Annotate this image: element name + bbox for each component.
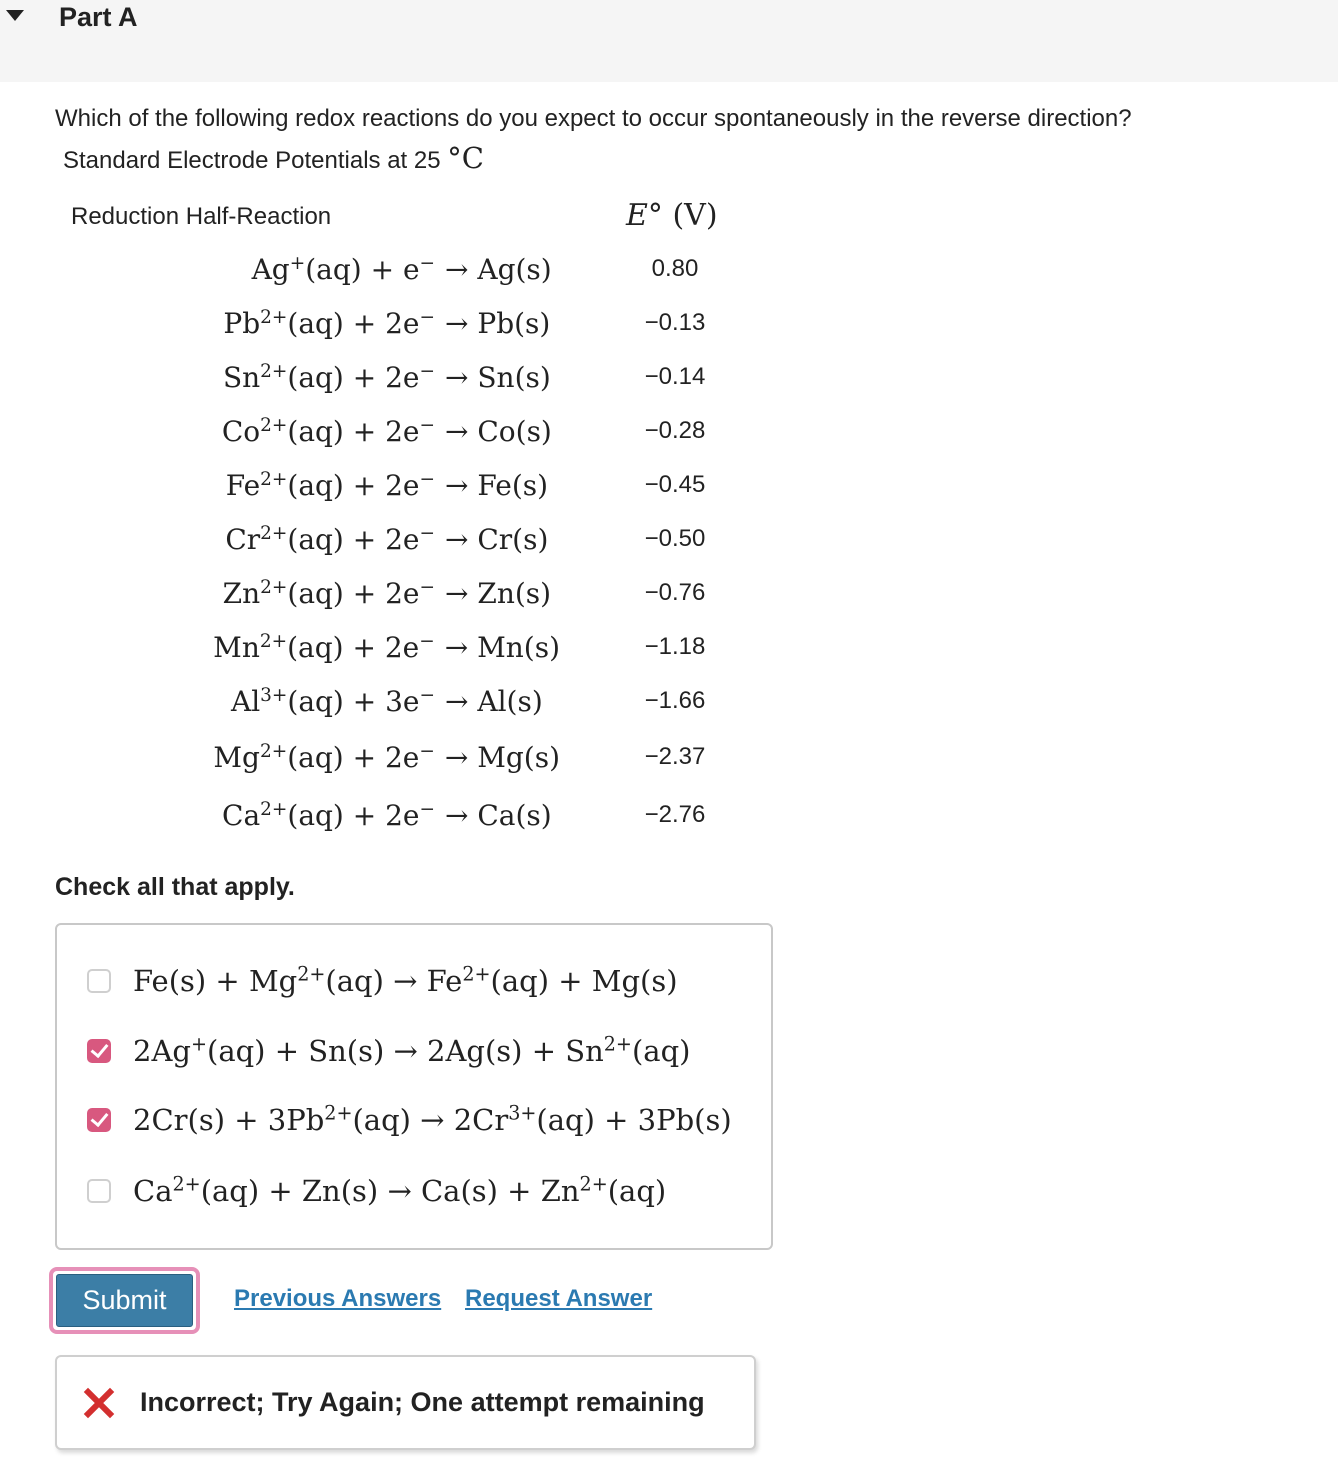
half-reaction	[140, 568, 560, 618]
column-header-reaction: Reduction Half-Reaction	[71, 203, 332, 230]
ion-charge: 2+	[260, 522, 288, 544]
half-reaction	[140, 790, 560, 840]
product: → Cr(s)	[445, 522, 549, 556]
ion-symbol: Sn	[222, 360, 261, 394]
formula-text: (aq)	[631, 1034, 691, 1068]
feedback-box	[55, 1355, 756, 1450]
electron-charge: −	[419, 740, 435, 762]
table-caption	[63, 140, 484, 179]
standard-potential: −2.37	[644, 743, 706, 770]
standard-potential: −1.18	[644, 633, 706, 660]
product: → Zn(s)	[445, 576, 552, 610]
electron-charge: −	[419, 576, 435, 598]
reactant-rest: (aq) + 2e	[287, 576, 420, 610]
formula-text: (aq)	[607, 1174, 667, 1208]
option-label[interactable]	[133, 1174, 666, 1208]
half-reaction	[140, 622, 560, 672]
checkbox[interactable]	[87, 1108, 111, 1132]
product: → Mn(s)	[444, 630, 560, 664]
ion-symbol: Mg	[213, 740, 260, 774]
part-header[interactable]	[0, 0, 1338, 82]
electron-charge: −	[419, 798, 435, 820]
formula-text: (aq) + Zn(s) → Ca(s) + Zn	[200, 1174, 580, 1208]
formula-text: (aq) → 2Cr	[352, 1103, 509, 1137]
table-caption-text: Standard Electrode Potentials at 25	[63, 147, 441, 174]
option-label[interactable]	[133, 964, 678, 998]
checkbox[interactable]	[87, 969, 111, 993]
standard-potential: −1.66	[644, 687, 706, 714]
ion-symbol: Zn	[222, 576, 261, 610]
reactant-rest: (aq) + 2e	[287, 798, 420, 832]
electron-charge: −	[419, 630, 435, 652]
previous-answers-link[interactable]: Previous Answers	[234, 1285, 442, 1312]
product: → Fe(s)	[445, 468, 549, 502]
product: → Sn(s)	[445, 360, 551, 394]
charge: 2+	[462, 962, 491, 986]
standard-potential: −0.14	[644, 363, 706, 390]
reactant-rest: (aq) + 2e	[287, 522, 420, 556]
ion-symbol: Ag	[251, 252, 290, 286]
product: → Co(s)	[445, 414, 552, 448]
reactant-rest: (aq) + 2e	[287, 360, 420, 394]
feedback-text: Incorrect; Try Again; One attempt remaining	[140, 1387, 705, 1417]
half-reaction	[140, 732, 560, 782]
reactant-rest: (aq) + 2e	[287, 414, 420, 448]
ion-symbol: Cr	[225, 522, 261, 556]
standard-potential: −0.50	[644, 525, 706, 552]
question-text: Which of the following redox reactions do you expect to occur spontaneously in the reverse direction?	[55, 105, 1132, 132]
answer-option[interactable]	[87, 1025, 767, 1077]
formula-text: Fe(s) + Mg	[133, 964, 298, 998]
half-reaction	[140, 514, 560, 564]
half-reaction	[140, 460, 560, 510]
product: → Al(s)	[445, 684, 543, 718]
electron-charge: −	[419, 360, 435, 382]
half-reaction	[140, 676, 560, 726]
charge: 2+	[297, 962, 326, 986]
option-label[interactable]	[133, 1103, 732, 1137]
potential-unit: (V)	[672, 198, 718, 233]
reactant-rest: (aq) + e	[305, 252, 420, 286]
submit-focus-ring	[49, 1267, 200, 1334]
product: → Ca(s)	[445, 798, 552, 832]
electron-charge: −	[419, 468, 435, 490]
half-reaction	[140, 352, 560, 402]
ion-symbol: Pb	[223, 306, 261, 340]
reactant-rest: (aq) + 2e	[287, 630, 420, 664]
answer-option[interactable]	[87, 1094, 767, 1146]
ion-charge: 2+	[260, 306, 288, 328]
instructions: Check all that apply.	[55, 873, 295, 901]
standard-potential: −2.76	[644, 801, 706, 828]
ion-symbol: Co	[221, 414, 261, 448]
charge: 2+	[579, 1172, 608, 1196]
triangle-down-icon[interactable]	[6, 10, 24, 21]
ion-symbol: Ca	[222, 798, 261, 832]
standard-potential: −0.45	[644, 471, 706, 498]
part-title: Part A	[59, 2, 138, 32]
formula-text: Ca	[133, 1174, 173, 1208]
reactant-rest: (aq) + 2e	[287, 740, 420, 774]
formula-text: (aq) → Fe	[325, 964, 463, 998]
ion-charge: 2+	[259, 740, 288, 762]
ion-symbol: Al	[230, 684, 261, 718]
product: → Pb(s)	[445, 306, 551, 340]
product: → Ag(s)	[445, 252, 552, 286]
formula-text: (aq) + Sn(s) → 2Ag(s) + Sn	[207, 1034, 604, 1068]
charge: 3+	[508, 1101, 537, 1125]
answer-option[interactable]	[87, 1165, 767, 1217]
electron-charge: −	[419, 252, 435, 274]
ion-charge: 2+	[260, 798, 288, 820]
ion-charge: 2+	[260, 414, 288, 436]
checkbox[interactable]	[87, 1039, 111, 1063]
potential-symbol: E°	[626, 198, 663, 233]
ion-charge: +	[289, 252, 306, 274]
formula-text: (aq) + 3Pb(s)	[536, 1103, 732, 1137]
electron-charge: −	[419, 414, 435, 436]
ion-symbol: Mn	[213, 630, 260, 664]
request-answer-link[interactable]: Request Answer	[465, 1285, 653, 1312]
half-reaction	[140, 244, 560, 294]
checkbox[interactable]	[87, 1179, 111, 1203]
formula-text: (aq) + Mg(s)	[490, 964, 678, 998]
formula-text: 2Ag	[133, 1034, 191, 1068]
ion-charge: 2+	[260, 576, 288, 598]
ion-symbol: Fe	[225, 468, 261, 502]
reactant-rest: (aq) + 2e	[287, 468, 420, 502]
product: → Mg(s)	[444, 740, 560, 774]
table-caption-unit: °C	[447, 141, 484, 175]
option-label[interactable]	[133, 1034, 690, 1068]
charge: 2+	[324, 1101, 353, 1125]
x-mark-icon	[83, 1387, 115, 1419]
standard-potential: 0.80	[651, 255, 699, 282]
standard-potential: −0.28	[644, 417, 706, 444]
charge: 2+	[172, 1172, 201, 1196]
electron-charge: −	[419, 306, 435, 328]
reactant-rest: (aq) + 2e	[287, 306, 420, 340]
charge: +	[190, 1032, 207, 1056]
half-reaction	[140, 298, 560, 348]
half-reaction	[140, 406, 560, 456]
submit-button[interactable]: Submit	[56, 1274, 193, 1327]
reactant-rest: (aq) + 3e	[287, 684, 420, 718]
ion-charge: 2+	[259, 630, 288, 652]
ion-charge: 2+	[260, 468, 288, 490]
electron-charge: −	[419, 684, 435, 706]
standard-potential: −0.76	[644, 579, 706, 606]
standard-potential: −0.13	[644, 309, 706, 336]
electron-charge: −	[419, 522, 435, 544]
answer-option[interactable]	[87, 955, 767, 1007]
charge: 2+	[603, 1032, 632, 1056]
options-box	[55, 923, 773, 1250]
column-header-potential	[626, 196, 718, 236]
ion-charge: 3+	[260, 684, 288, 706]
formula-text: 2Cr(s) + 3Pb	[133, 1103, 325, 1137]
ion-charge: 2+	[260, 360, 288, 382]
